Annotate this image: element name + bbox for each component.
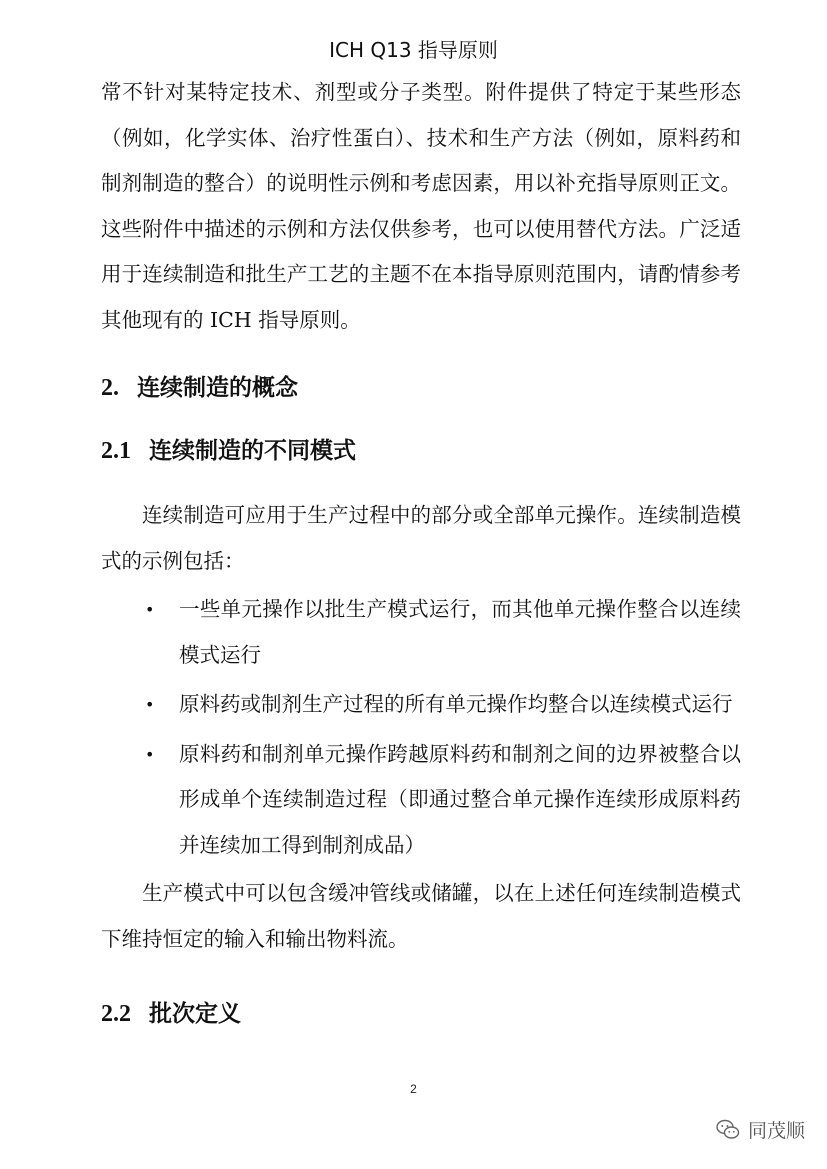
watermark <box>716 1116 805 1143</box>
page-number: 2 <box>410 1082 417 1096</box>
intro-paragraph: 常不针对某特定技术、剂型或分子类型。附件提供了特定于某些形态（例如，化学实体、治疗性蛋白）、技术和生产方法（例如，原料药和制剂制造的整合）的说明性示例和考虑因素，用以补充指导原则正文。这些附件中描述的示例和方法仅供参考，也可以使用替代方法。广泛适用于连续制造和批生产工艺的主题不在本指导原则范围内，请酌情参考其他现有的 ICH 指导原则。 <box>101 80 741 332</box>
section-heading-2-1 <box>101 439 741 463</box>
closing-paragraph: 生产模式中可以包含缓冲管线或储罐，以在上述任何连续制造模式下维持恒定的输入和输出物料流。 <box>101 881 741 951</box>
bullet-icon: • <box>145 600 155 619</box>
section-title: 连续制造的不同模式 <box>149 437 356 464</box>
watermark-text: 同茂顺 <box>747 1120 805 1142</box>
modes-intro-paragraph: 连续制造可应用于生产过程中的部分或全部单元操作。连续制造模式的示例包括： <box>101 503 741 573</box>
wechat-icon <box>716 1119 740 1141</box>
section-number: 2. <box>101 375 119 401</box>
section-title: 批次定义 <box>149 1000 241 1027</box>
list-item <box>101 682 741 728</box>
bullet-icon: • <box>145 695 155 714</box>
list-item <box>101 587 741 678</box>
list-item-text: 原料药和制剂单元操作跨越原料药和制剂之间的边界被整合以形成单个连续制造过程（即通过整合单元操作连续形成原料药并连续加工得到制剂成品） <box>179 741 741 857</box>
list-item-text: 原料药或制剂生产过程的所有单元操作均整合以连续模式运行 <box>179 692 733 716</box>
list-item-text: 一些单元操作以批生产模式运行，而其他单元操作整合以连续模式运行 <box>179 597 741 667</box>
document-body <box>101 70 741 1026</box>
section-title: 连续制造的概念 <box>137 374 298 401</box>
bullet-icon: • <box>145 744 155 764</box>
section-heading-2 <box>101 376 741 400</box>
list-item <box>101 732 741 869</box>
page-header: ICH Q13 指导原则 <box>329 38 498 62</box>
section-number: 2.1 <box>101 438 131 464</box>
section-heading-2-2 <box>101 1002 741 1026</box>
section-number: 2.2 <box>101 1001 131 1027</box>
modes-list <box>101 587 741 868</box>
